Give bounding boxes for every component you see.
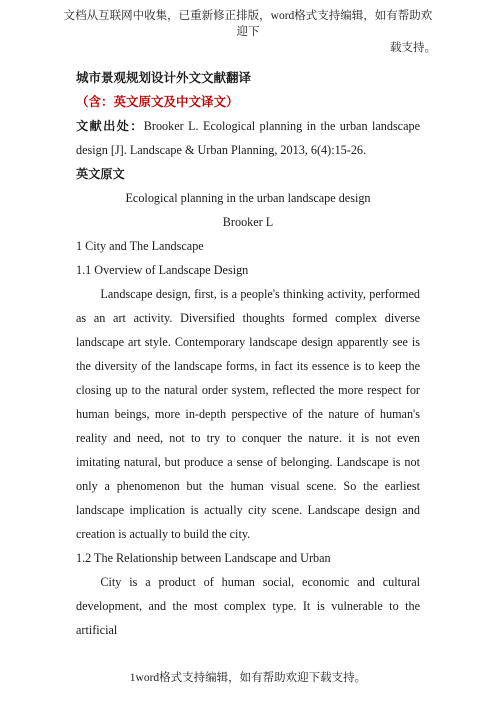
page-footer: 1word格式支持编辑，如有帮助欢迎下载支持。 <box>129 672 367 684</box>
source-text: Brooker L. Ecological planning in the urban landscape design [J]. Landscape & Urban Planning, 2013, 6(4):15-26. <box>76 119 421 157</box>
page-header <box>60 8 436 56</box>
section-label: 英文原文 <box>76 167 125 181</box>
paper-title: Ecological planning in the urban landscape design <box>125 191 371 205</box>
paper-author: Brooker L <box>222 215 274 229</box>
document-subtitle: （含：英文原文及中文译文） <box>76 95 239 109</box>
heading-1: 1 City and The Landscape <box>76 239 204 253</box>
heading-1-1: 1.1 Overview of Landscape Design <box>76 263 249 277</box>
document-title: 城市景观规划设计外文文献翻译 <box>76 71 252 85</box>
header-line-2: 载支持。 <box>390 42 436 54</box>
source-citation <box>76 114 420 162</box>
paragraph-2: City is a product of human social, economic and cultural development, and the most complex type. It is vulnerable to the artificial <box>76 575 420 637</box>
header-line-1: 文档从互联网中收集，已重新修正排版，word格式支持编辑，如有帮助欢迎下 <box>63 10 433 38</box>
source-label: 文献出处： <box>76 119 144 133</box>
paragraph-1: Landscape design, first, is a people's thinking activity, performed as an art activity. Diversified thoughts formed complex diverse landscape art style. Contemporary landscape design apparently see is the diversity of the landscape forms, in fact its essence is to keep the closing up to the natural order system, reflected the more respect for human beings, more in-depth perspective of the nature of human's reality and need, not to try to conquer the nature. it is not even imitating natural, but produce a sense of belonging. Landscape is not only a phenomenon but the human visual scene. So the earliest landscape implication is actually city scene. Landscape design and creation is actually to build the city. <box>76 287 420 541</box>
document-body <box>76 66 420 642</box>
heading-1-2: 1.2 The Relationship between Landscape and Urban <box>76 551 331 565</box>
